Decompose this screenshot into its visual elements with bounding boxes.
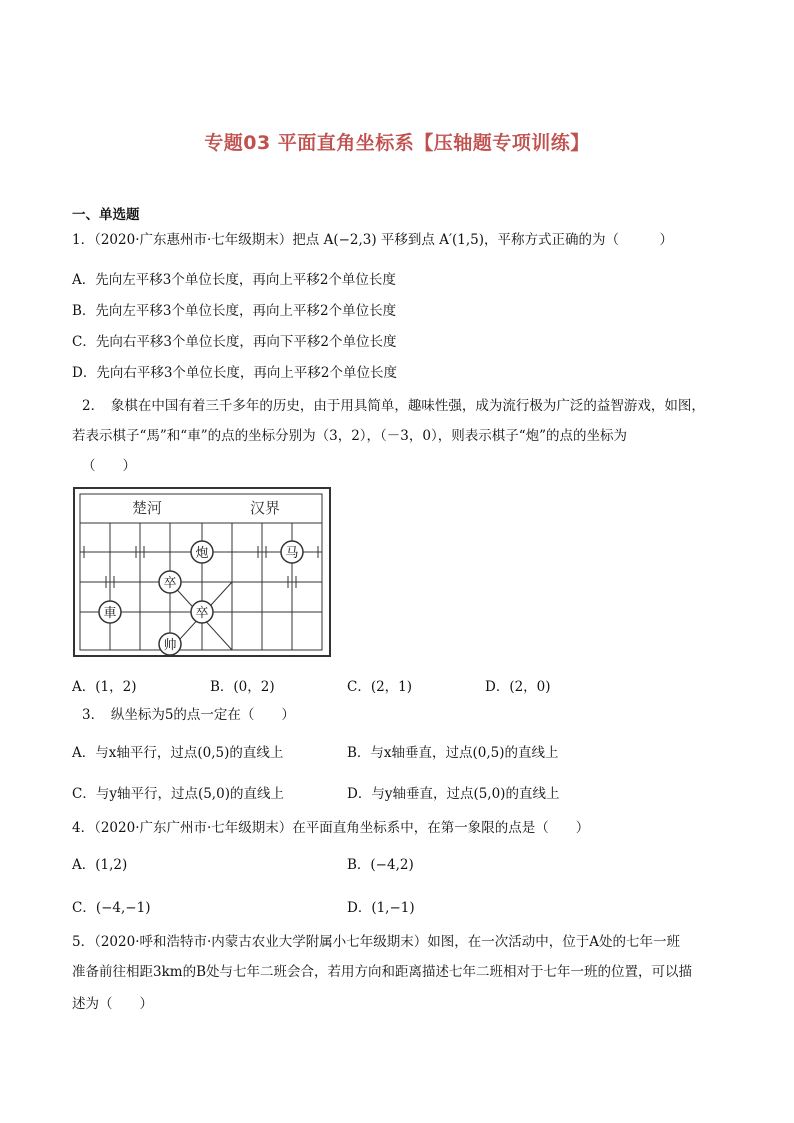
piece-zu-1 [159,571,181,593]
piece-zu-2 [191,601,213,623]
question-1-option-a: A．先向左平移3个单位长度，再向上平移2个单位长度 [72,272,396,288]
piece-ju [99,601,121,623]
board-inner-frame [80,494,322,650]
chess-board-figure [72,486,334,662]
river-right-label: 汉界 [250,499,281,517]
question-4-option-c: C．(−4,−1) [72,900,151,916]
question-5-line-3: 述为（ ） [72,996,153,1012]
piece-ma [281,541,303,563]
page-title: 专题03 平面直角坐标系【压轴题专项训练】 [204,132,590,154]
question-5-line-2: 准备前往相距3km的B处与七年二班会合，若用方向和距离描述七年二班相对于七年一班的位置，可以描 [72,964,692,980]
svg-text:帅: 帅 [163,638,177,653]
svg-text:炮: 炮 [195,546,209,561]
piece-pao [191,541,213,563]
question-3-option-a: A．与x轴平行，过点(0,5)的直线上 [72,745,284,761]
question-2-option-a: A．(1，2) [72,679,137,695]
question-2-line-1: 2． 象棋在中国有着三千多年的历史，由于用具简单，趣味性强，成为流行极为广泛的益智游戏，如图， [82,398,705,414]
svg-text:車: 車 [103,606,117,621]
question-1-option-d: D．先向右平移3个单位长度，再向上平移2个单位长度 [72,365,398,381]
river-left-label: 楚河 [132,499,163,517]
question-3-option-b: B．与x轴垂直，过点(0,5)的直线上 [347,745,559,761]
question-2-option-c: C．(2，1) [347,679,413,695]
question-5-line-1: 5．（2020·呼和浩特市·内蒙古农业大学附属小七年级期末）如图，在一次活动中，位于A处的七年一班 [72,934,681,950]
question-4-option-d: D．(1,−1) [347,900,415,916]
question-2-option-d: D．(2，0) [485,679,551,695]
svg-text:卒: 卒 [195,606,209,621]
question-1-option-c: C．先向右平移3个单位长度，再向下平移2个单位长度 [72,334,397,350]
question-1-text: 1．（2020·广东惠州市·七年级期末）把点 A(−2,3) 平移到点 A′(1,5)，平称方式正确的为（ ） [72,232,674,248]
question-2-option-b: B．(0，2) [210,679,275,695]
section-heading: 一、单选题 [72,207,140,223]
svg-text:马: 马 [285,546,299,561]
question-3-option-d: D．与y轴垂直，过点(5,0)的直线上 [347,786,560,802]
question-4-option-a: A．(1,2) [72,857,128,873]
question-1-option-b: B．先向左平移3个单位长度，再向上平移2个单位长度 [72,303,397,319]
question-2-line-3: （ ） [82,458,136,474]
svg-text:卒: 卒 [163,576,177,591]
question-2-line-2: 若表示棋子“馬”和“車”的点的坐标分别为（3，2），（－3，0），则表示棋子“炮”的点的坐标为 [72,428,628,444]
question-4-option-b: B．(−4,2) [347,857,414,873]
question-4-text: 4．（2020·广东广州市·七年级期末）在平面直角坐标系中，在第一象限的点是（ ） [72,820,590,836]
question-3-text: 3． 纵坐标为5的点一定在（ ） [82,707,295,723]
question-3-option-c: C．与y轴平行，过点(5,0)的直线上 [72,786,284,802]
piece-shuai [159,633,181,655]
